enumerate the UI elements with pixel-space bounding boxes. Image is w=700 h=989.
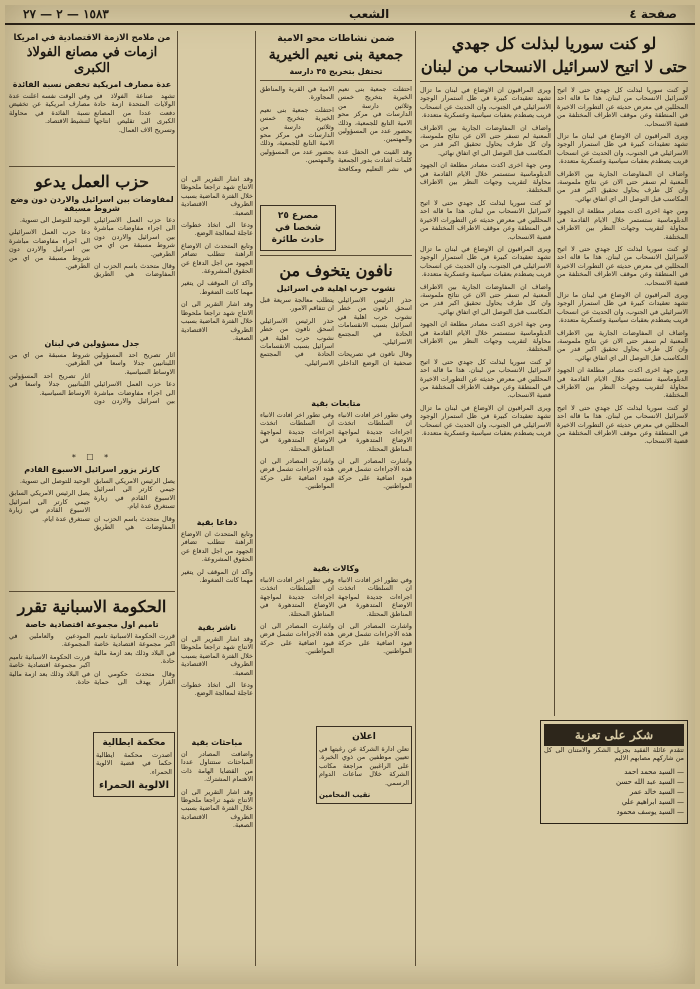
masthead <box>5 5 695 25</box>
newspaper-page <box>5 5 695 984</box>
subhead-navon: نشوب حرب اهلية في اسرائيل <box>276 284 396 293</box>
article-paragraph: واضاف ان المفاوضات الجارية بين الاطراف المعنية لم تسفر حتى الان عن نتائج ملموسة، وان كل طرف يحاول تحقيق اكبر قدر من المكاسب قبل التوصل الى اي اتفاق نهائي. <box>420 123 551 157</box>
article-paragraph: ويرى المراقبون ان الاوضاع في لبنان ما تزال تشهد تعقيدات كبيرة في ظل استمرار الوجود الاسرائيلي في الجنوب، وان الحديث عن انسحاب قريب يصطدم بعقبات سياسية وعسكرية متعددة. <box>557 290 688 325</box>
article-paragraph: وتابع المتحدث ان الاوضاع الراهنة تتطلب تضافر الجهود من اجل الدفاع عن الحقوق المشروعة. <box>181 530 253 564</box>
article-paragraph: اثار تصريح احد المسؤولين اللبنانيين جدلا واسعا في الاوساط السياسية. <box>94 351 175 376</box>
article-paragraph: ودعا الى اتخاذ خطوات عاجلة لمعالجة الوضع. <box>181 221 253 238</box>
column-divider <box>415 31 416 966</box>
article-paragraph: احتفلت جمعية بنى نعيم الخيرية بتخريج خمس وثلاثين دارسة من الدارسات في مركز محو الامية التابع للجمعية، وذلك بحضور عدد من المسؤولين والمهتمين. <box>260 105 334 165</box>
headline-plane-crash: مصرع ٢٥ شخصا في حادث طائرة <box>271 211 325 245</box>
article-paragraph: يصل الرئيس الامريكي السابق جيمي كارتر الى اسرائيل الاسبوع القادم في زيارة تستغرق عدة ايام. <box>9 489 90 523</box>
article-paragraph: ويرى المراقبون ان الاوضاع في لبنان ما تزال تشهد تعقيدات كبيرة في ظل استمرار الوجود الاسرائيلي في الجنوب، وان الحديث عن انسحاب قريب يصطدم بعقبات سياسية وعسكرية متعددة. <box>420 403 551 438</box>
column-left <box>9 31 175 970</box>
article-paragraph: حذر الرئيس الاسرائيلي اسحق نافون من خطر نشوب حرب اهلية في اسرائيل بسبب الانقسامات الحادة في المجتمع الاسرائيلي. <box>338 296 412 347</box>
article-paragraph: لو كنت سوريا لبذلت كل جهدي حتى لا اتيح لاسرائيل الانسحاب من لبنان. هذا ما قاله احد المحللين في معرض حديثه عن التطورات الاخيرة في المنطقة وعن موقف الاطراف المختلفة من قضية الانسحاب. <box>420 198 551 241</box>
headline-syria-main: حتى لا اتيح لاسرائيل الانسحاب من لبنان <box>420 57 688 76</box>
article-paragraph: وتابع المتحدث ان الاوضاع الراهنة تتطلب تضافر الجهود من اجل الدفاع عن الحقوق المشروعة. <box>181 241 253 276</box>
article-paragraph: وقال متحدث حكومي ان القرار يهدف الى حماية المودعين والعاملين في المجموعة. <box>9 632 175 687</box>
article-paragraph: اصدرت محكمة ايطالية حكما في قضية الالوية الحمراء. <box>96 751 172 776</box>
subhead-labour: لمفاوضات بين اسرائيل والاردن دون وضع شروط مسبقة <box>10 195 174 213</box>
article-paragraph: ومن جهة اخرى اكدت مصادر مطلعة ان الجهود الدبلوماسية ستستمر خلال الايام القادمة في محاولة لتقريب وجهات النظر بين الاطراف المختلفة. <box>420 320 551 354</box>
subhead-carter: كارثر يزور اسرائيل الاسبوع القادم <box>24 465 160 474</box>
article-paragraph: وفي تطور اخر افادت الانباء ان السلطات اتخذت اجراءات جديدة لمواجهة الاوضاع المتدهورة في المناطق المحتلة. <box>260 576 334 618</box>
ad-list-item: — السيد يوسف محمود <box>616 807 684 816</box>
headline-navon: نافون يتخوف من <box>279 261 393 280</box>
article-paragraph: ومن جهة اخرى اكدت مصادر مطلعة ان الجهود الدبلوماسية ستستمر خلال الايام القادمة في محاولة لتقريب وجهات النظر بين الاطراف المختلفة. <box>557 207 688 241</box>
headline-italy-court: محكمة ايطالية <box>102 738 166 748</box>
kicker-literacy: ضمن نشاطات محو الامية <box>277 33 395 44</box>
article-paragraph: وفي تطور اخر افادت الانباء ان السلطات اتخذت اجراءات جديدة لمواجهة الاوضاع المتدهورة في المناطق المحتلة. <box>338 411 412 453</box>
article-paragraph: لو كنت سوريا لبذلت كل جهدي حتى لا اتيح لاسرائيل الانسحاب من لبنان. هذا ما قاله احد المحللين في معرض حديثه عن التطورات الاخيرة في المنطقة وعن موقف الاطراف المختلفة من قضية الانسحاب. <box>420 357 551 400</box>
column-center-left <box>181 175 253 970</box>
subhead-charity: تحتفل بتخريج ٣٥ دارسة <box>289 67 383 76</box>
notice-box <box>316 726 412 804</box>
headline-labour: حزب العمل يدعو <box>35 172 149 191</box>
kicker-us-crisis: من ملامح الازمة الاقتصادية في امريكا <box>13 33 171 43</box>
ad-list-item: — السيد عبد الله حسن <box>615 777 684 786</box>
notice-signature: نقيب المحامين <box>319 791 371 800</box>
article-paragraph: ويرى المراقبون ان الاوضاع في لبنان ما تزال تشهد تعقيدات كبيرة في ظل استمرار الوجود الاسرائيلي في الجنوب، وان الحديث عن انسحاب قريب يصطدم بعقبات سياسية وعسكرية متعددة. <box>557 132 688 166</box>
column-divider <box>255 31 256 966</box>
article-paragraph: ويرى المراقبون ان الاوضاع في لبنان ما تزال تشهد تعقيدات كبيرة في ظل استمرار الوجود الاسرائيلي في الجنوب، وان الحديث عن انسحاب قريب يصطدم بعقبات سياسية وعسكرية متعددة. <box>420 86 551 120</box>
paper-name: الشعب <box>348 7 390 21</box>
separator-stars: * ☐ * <box>71 453 113 462</box>
condolence-ad <box>540 720 688 824</box>
article-paragraph: واضاف ان المفاوضات الجارية بين الاطراف المعنية لم تسفر حتى الان عن نتائج ملموسة، وان كل طرف يحاول تحقيق اكبر قدر من المكاسب قبل التوصل الى اي اتفاق نهائي. <box>420 282 551 316</box>
ad-banner: شكر على تعزية <box>544 724 684 746</box>
article-paragraph: وقد اشار التقرير الى ان الانتاج شهد تراجعا ملحوظا خلال الفترة الماضية بسبب الظروف الاقتصادية الصعبة. <box>181 175 253 217</box>
article-paragraph: واكد ان الموقف لن يتغير مهما كانت الضغوط. <box>181 567 253 585</box>
article-paragraph: دعا حزب العمل الاسرائيلي الى اجراء مفاوضات مباشرة بين اسرائيل والاردن دون شروط مسبقة من اي من الطرفين. <box>94 216 175 258</box>
article-paragraph: وقال متحدث باسم الحزب ان المفاوضات هي الطريق الوحيد للتوصل الى تسوية. <box>19 216 175 279</box>
ad-list-item: — السيد خالد عمر <box>629 787 684 796</box>
article-paragraph: دعا حزب العمل الاسرائيلي الى اجراء مفاوضات مباشرة بين اسرائيل والاردن دون شروط مسبقة من اي من الطرفين. <box>9 228 90 271</box>
article-paragraph: وفي تطور اخر افادت الانباء ان السلطات اتخذت اجراءات جديدة لمواجهة الاوضاع المتدهورة في المناطق المحتلة. <box>260 411 334 453</box>
article-paragraph: حذر الرئيس الاسرائيلي اسحق نافون من خطر نشوب حرب اهلية في اسرائيل بسبب الانقسامات الحادة في المجتمع الاسرائيلي. <box>260 316 334 367</box>
ad-list <box>544 767 684 817</box>
article-paragraph: ومن جهة اخرى اكدت مصادر مطلعة ان الجهود الدبلوماسية ستستمر خلال الايام القادمة في محاولة لتقريب وجهات النظر بين الاطراف المختلفة. <box>420 161 551 195</box>
headline-steel: ازمات في مصانع الفولاذ الكبرى <box>26 45 158 76</box>
section-follow-up: متابعات بقية <box>311 399 361 408</box>
subhead-spain: تاميم اول مجموعة اقتصادية خاصة <box>25 620 159 629</box>
headline-red-brigades: الالوية الحمراء <box>98 780 170 792</box>
article-paragraph: واكد ان الموقف لن يتغير مهما كانت الضغوط. <box>181 279 253 296</box>
subhead-lebanon: جدل مسؤولين في لبنان <box>44 339 140 348</box>
article-paragraph: واشارت المصادر الى ان هذه الاجراءات تشمل فرض قيود اضافية على حركة المواطنين. <box>260 622 334 656</box>
notice-body: تعلن ادارة الشركة عن رغبتها في تعيين موظفين من ذوي الخبرة. على الراغبين مراجعة مكاتب الشركة خلال ساعات الدوام الرسمي. <box>319 745 409 787</box>
headline-charity: جمعية بنى نعيم الخيرية <box>268 47 404 63</box>
article-paragraph: وقد اشار التقرير الى ان الانتاج شهد تراجعا ملحوظا خلال الفترة الماضية بسبب الظروف الاقتصادية الصعبة. <box>181 635 253 677</box>
issue-date: ١٥٨٣ — ٢ — ٢٧ <box>23 7 109 21</box>
article-paragraph: وقد اشار التقرير الى ان الانتاج شهد تراجعا ملحوظا خلال الفترة الماضية بسبب الظروف الاقتصادية الصعبة. <box>181 787 253 830</box>
article-paragraph: احتفلت جمعية بنى نعيم الخيرية بتخريج خمس وثلاثين دارسة من الدارسات في مركز محو الامية التابع للجمعية، وذلك بحضور عدد من المسؤولين والمهتمين. <box>338 85 412 144</box>
brief-box-italy <box>93 732 175 797</box>
article-paragraph: وفي الوقت نفسه اعلنت عدة مصارف امريكية عن تخفيض نسبة الفائدة في محاولة لتنشيط الاقتصاد. <box>9 92 90 126</box>
headline-syria-top: لو كنت سوريا لبذلت كل جهدي <box>451 34 657 53</box>
article-paragraph: ودعا الى اتخاذ خطوات عاجلة لمعالجة الوضع. <box>181 681 253 698</box>
article-paragraph: لو كنت سوريا لبذلت كل جهدي حتى لا اتيح لاسرائيل الانسحاب من لبنان. هذا ما قاله احد المحللين في معرض حديثه عن التطورات الاخيرة في المنطقة وعن موقف الاطراف المختلفة من قضية الانسحاب. <box>557 244 688 287</box>
article-paragraph: واضافت المصادر ان المباحثات ستتناول عددا من القضايا الهامة ذات الاهتمام المشترك. <box>181 750 253 784</box>
subhead-banks: عدة مصارف امريكية تخفض نسبة الفائدة <box>12 80 172 89</box>
ad-list-item: — السيد ابراهيم علي <box>621 797 684 806</box>
article-paragraph: تشهد صناعة الفولاذ في الولايات المتحدة ازمة حادة دفعت عددا من المصانع الكبرى الى تقليص انتاجها وتسريح الاف العمال. <box>94 92 175 134</box>
article-paragraph: وقال نافون في تصريحات صحفية ان الوضع الداخلي يتطلب معالجة سريعة قبل ان تتفاقم الامور. <box>260 296 412 367</box>
article-paragraph: دعا حزب العمل الاسرائيلي الى اجراء مفاوضات مباشرة بين اسرائيل والاردن دون شروط مسبقة من اي من الطرفين. <box>9 351 175 406</box>
ad-list-item: — السيد محمد احمد <box>624 767 684 776</box>
article-paragraph: يصل الرئيس الامريكي السابق جيمي كارتر الى اسرائيل الاسبوع القادم في زيارة تستغرق عدة ايام. <box>94 477 175 511</box>
article-paragraph: وقد القيت في الحفل عدة كلمات اشادت بدور الجمعية في نشر التعليم ومكافحة الامية في القرية والمناطق المجاورة. <box>260 85 412 173</box>
article-paragraph: قررت الحكومة الاسبانية تاميم اكبر مجموعة اقتصادية خاصة في البلاد وذلك بعد ازمة مالية حادة. <box>9 652 90 687</box>
column-divider <box>177 31 178 966</box>
section-publisher: ناشر بقية <box>197 623 237 632</box>
article-paragraph: واشارت المصادر الى ان هذه الاجراءات تشمل فرض قيود اضافية على حركة المواطنين. <box>338 622 412 656</box>
column-center-right <box>260 31 412 970</box>
notice-heading: اعلان <box>352 732 376 742</box>
section-agencies: وكالات بقية <box>312 564 360 573</box>
section-defence: دفاعا بقية <box>196 518 238 527</box>
article-paragraph: لو كنت سوريا لبذلت كل جهدي حتى لا اتيح لاسرائيل الانسحاب من لبنان. هذا ما قاله احد المحللين في معرض حديثه عن التطورات الاخيرة في المنطقة وعن موقف الاطراف المختلفة من قضية الانسحاب. <box>557 86 688 128</box>
article-paragraph: ويرى المراقبون ان الاوضاع في لبنان ما تزال تشهد تعقيدات كبيرة في ظل استمرار الوجود الاسرائيلي في الجنوب، وان الحديث عن انسحاب قريب يصطدم بعقبات سياسية وعسكرية متعددة. <box>420 244 551 279</box>
article-paragraph: لو كنت سوريا لبذلت كل جهدي حتى لا اتيح لاسرائيل الانسحاب من لبنان. هذا ما قاله احد المحللين في معرض حديثه عن التطورات الاخيرة في المنطقة وعن موقف الاطراف المختلفة من قضية الانسحاب. <box>557 403 688 446</box>
article-paragraph: قررت الحكومة الاسبانية تاميم اكبر مجموعة اقتصادية خاصة في البلاد وذلك بعد ازمة مالية حادة. <box>94 632 175 666</box>
article-paragraph: واشارت المصادر الى ان هذه الاجراءات تشمل فرض قيود اضافية على حركة المواطنين. <box>338 457 412 491</box>
page-label: صفحة ٤ <box>629 7 677 21</box>
headline-spain: الحكومة الاسبانية تقرر <box>17 597 167 616</box>
article-paragraph: وفي تطور اخر افادت الانباء ان السلطات اتخذت اجراءات جديدة لمواجهة الاوضاع المتدهورة في المناطق المحتلة. <box>338 576 412 618</box>
column-right <box>420 31 688 970</box>
article-paragraph: ومن جهة اخرى اكدت مصادر مطلعة ان الجهود الدبلوماسية ستستمر خلال الايام القادمة في محاولة لتقريب وجهات النظر بين الاطراف المختلفة. <box>557 366 688 400</box>
article-paragraph: واضاف ان المفاوضات الجارية بين الاطراف المعنية لم تسفر حتى الان عن نتائج ملموسة، وان كل طرف يحاول تحقيق اكبر قدر من المكاسب قبل التوصل الى اي اتفاق نهائي. <box>557 169 688 203</box>
article-paragraph: واشارت المصادر الى ان هذه الاجراءات تشمل فرض قيود اضافية على حركة المواطنين. <box>260 457 334 491</box>
article-paragraph: واضاف ان المفاوضات الجارية بين الاطراف المعنية لم تسفر حتى الان عن نتائج ملموسة، وان كل طرف يحاول تحقيق اكبر قدر من المكاسب قبل التوصل الى اي اتفاق نهائي. <box>557 328 688 362</box>
article-paragraph: وقد اشار التقرير الى ان الانتاج شهد تراجعا ملحوظا خلال الفترة الماضية بسبب الظروف الاقتصادية الصعبة. <box>181 300 253 342</box>
brief-box <box>260 205 336 251</box>
section-talks: مباحثات بقية <box>191 738 243 747</box>
article-paragraph: وقال متحدث باسم الحزب ان المفاوضات هي الطريق الوحيد للتوصل الى تسوية. <box>19 477 175 532</box>
ad-intro: تتقدم عائلة الفقيد بجزيل الشكر والامتنان الى كل من شاركهم مصابهم الاليم <box>544 746 684 763</box>
article-paragraph: اثار تصريح احد المسؤولين اللبنانيين جدلا واسعا في الاوساط السياسية. <box>9 371 90 397</box>
